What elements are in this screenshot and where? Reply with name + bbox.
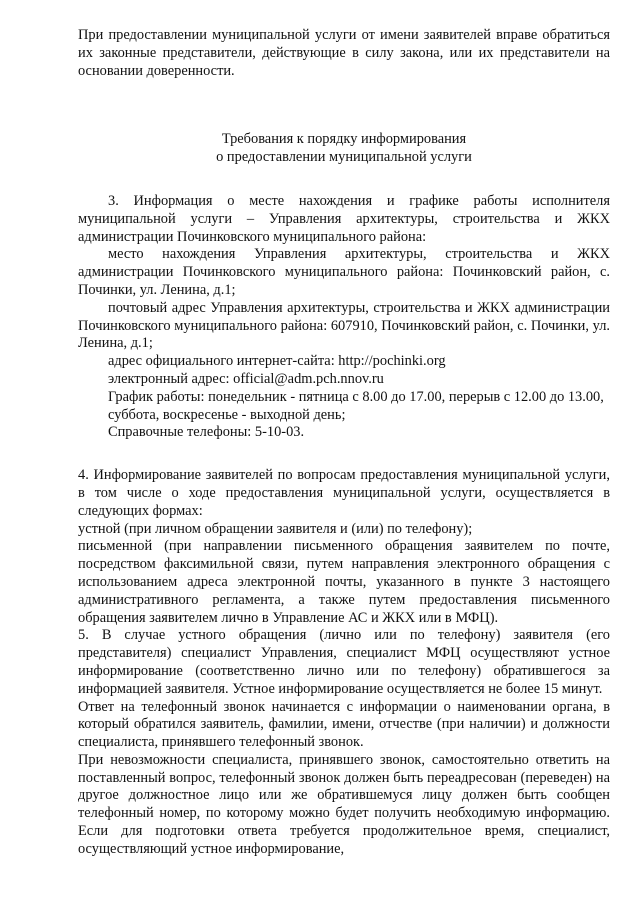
item-4-written-form: письменной (при направлении письменного обращения заявителем по почте, посредством факсимильной связи, путем направления электронного обращения с использованием адреса электронной почты, указанного в пункте 3 настоящего административного регламента, а также путем предоставления письменного обращения заявителем лично в Управление АС и ЖКХ или в МФЦ). (78, 538, 610, 626)
item-3-location: место нахождения Управления архитектуры, строительства и ЖКХ администрации Починковского муниципального района: Починковский район, с. Починки, ул. Ленина, д.1; (78, 246, 610, 298)
item-3-email: электронный адрес: official@adm.pch.nnov.ru (108, 370, 384, 387)
item-3-lead: 3. Информация о месте нахождения и графике работы исполнителя муниципальной услуги – Управления архитектуры, строительства и ЖКХ администрации Починковского муниципального района: (78, 192, 610, 245)
item-3-postal-address: почтовый адрес Управления архитектуры, строительства и ЖКХ администрации Починковского муниципального района: 607910, Починковский район, с. Починки, ул. Ленина, д.1; (78, 299, 610, 352)
item-5-lead: 5. В случае устного обращения (лично или по телефону) заявителя (его представителя) специалист Управления, специалист МФЦ осуществляют устное информирование (соответственно лично или по телефону) обратившегося за информацией заявителя. Устное информирование осуществляется не более 15 минут. (78, 627, 610, 697)
document-page (78, 27, 610, 859)
intro-paragraph: При предоставлении муниципальной услуги от имени заявителей вправе обратиться их законные представители, действующие в силу закона, или их представители на основании доверенности. (78, 27, 610, 79)
item-3-website: адрес официального интернет-сайта: http://pochinki.org (108, 353, 446, 370)
item-3-weekend: суббота, воскресенье - выходной день; (108, 406, 346, 423)
section-title-line-1: Требования к порядку информирования (221, 131, 467, 148)
item-3-phones: Справочные телефоны: 5-10-03. (108, 424, 305, 441)
section-heading (78, 131, 610, 167)
item-5-redirect: При невозможности специалиста, принявшего звонок, самостоятельно ответить на поставленный вопрос, телефонный звонок должен быть переадресован (переведен) на другое должностное лицо или же обратившемуся лицу должен быть сообщен телефонный номер, по которому можно будет получить необходимую информацию. Если для подготовки ответа требуется продолжительное время, специалист, осуществляющий устное информирование, (78, 751, 610, 857)
section-title-line-2: о предоставлении муниципальной услуги (216, 149, 472, 166)
item-3-schedule: График работы: понедельник - пятница с 8.00 до 17.00, перерыв с 12.00 до 13.00, (108, 388, 604, 405)
item-4-oral-form: устной (при личном обращении заявителя и (или) по телефону); (78, 520, 473, 537)
item-4-lead: 4. Информирование заявителей по вопросам предоставления муниципальной услуги, в том числе о ходе предоставления муниципальной услуги, осуществляется в следующих формах: (78, 467, 610, 519)
item-5-call-answer: Ответ на телефонный звонок начинается с информации о наименовании органа, в который обратился заявитель, фамилии, имени, отчестве (при наличии) и должности специалиста, принявшего телефонный звонок. (78, 698, 610, 751)
